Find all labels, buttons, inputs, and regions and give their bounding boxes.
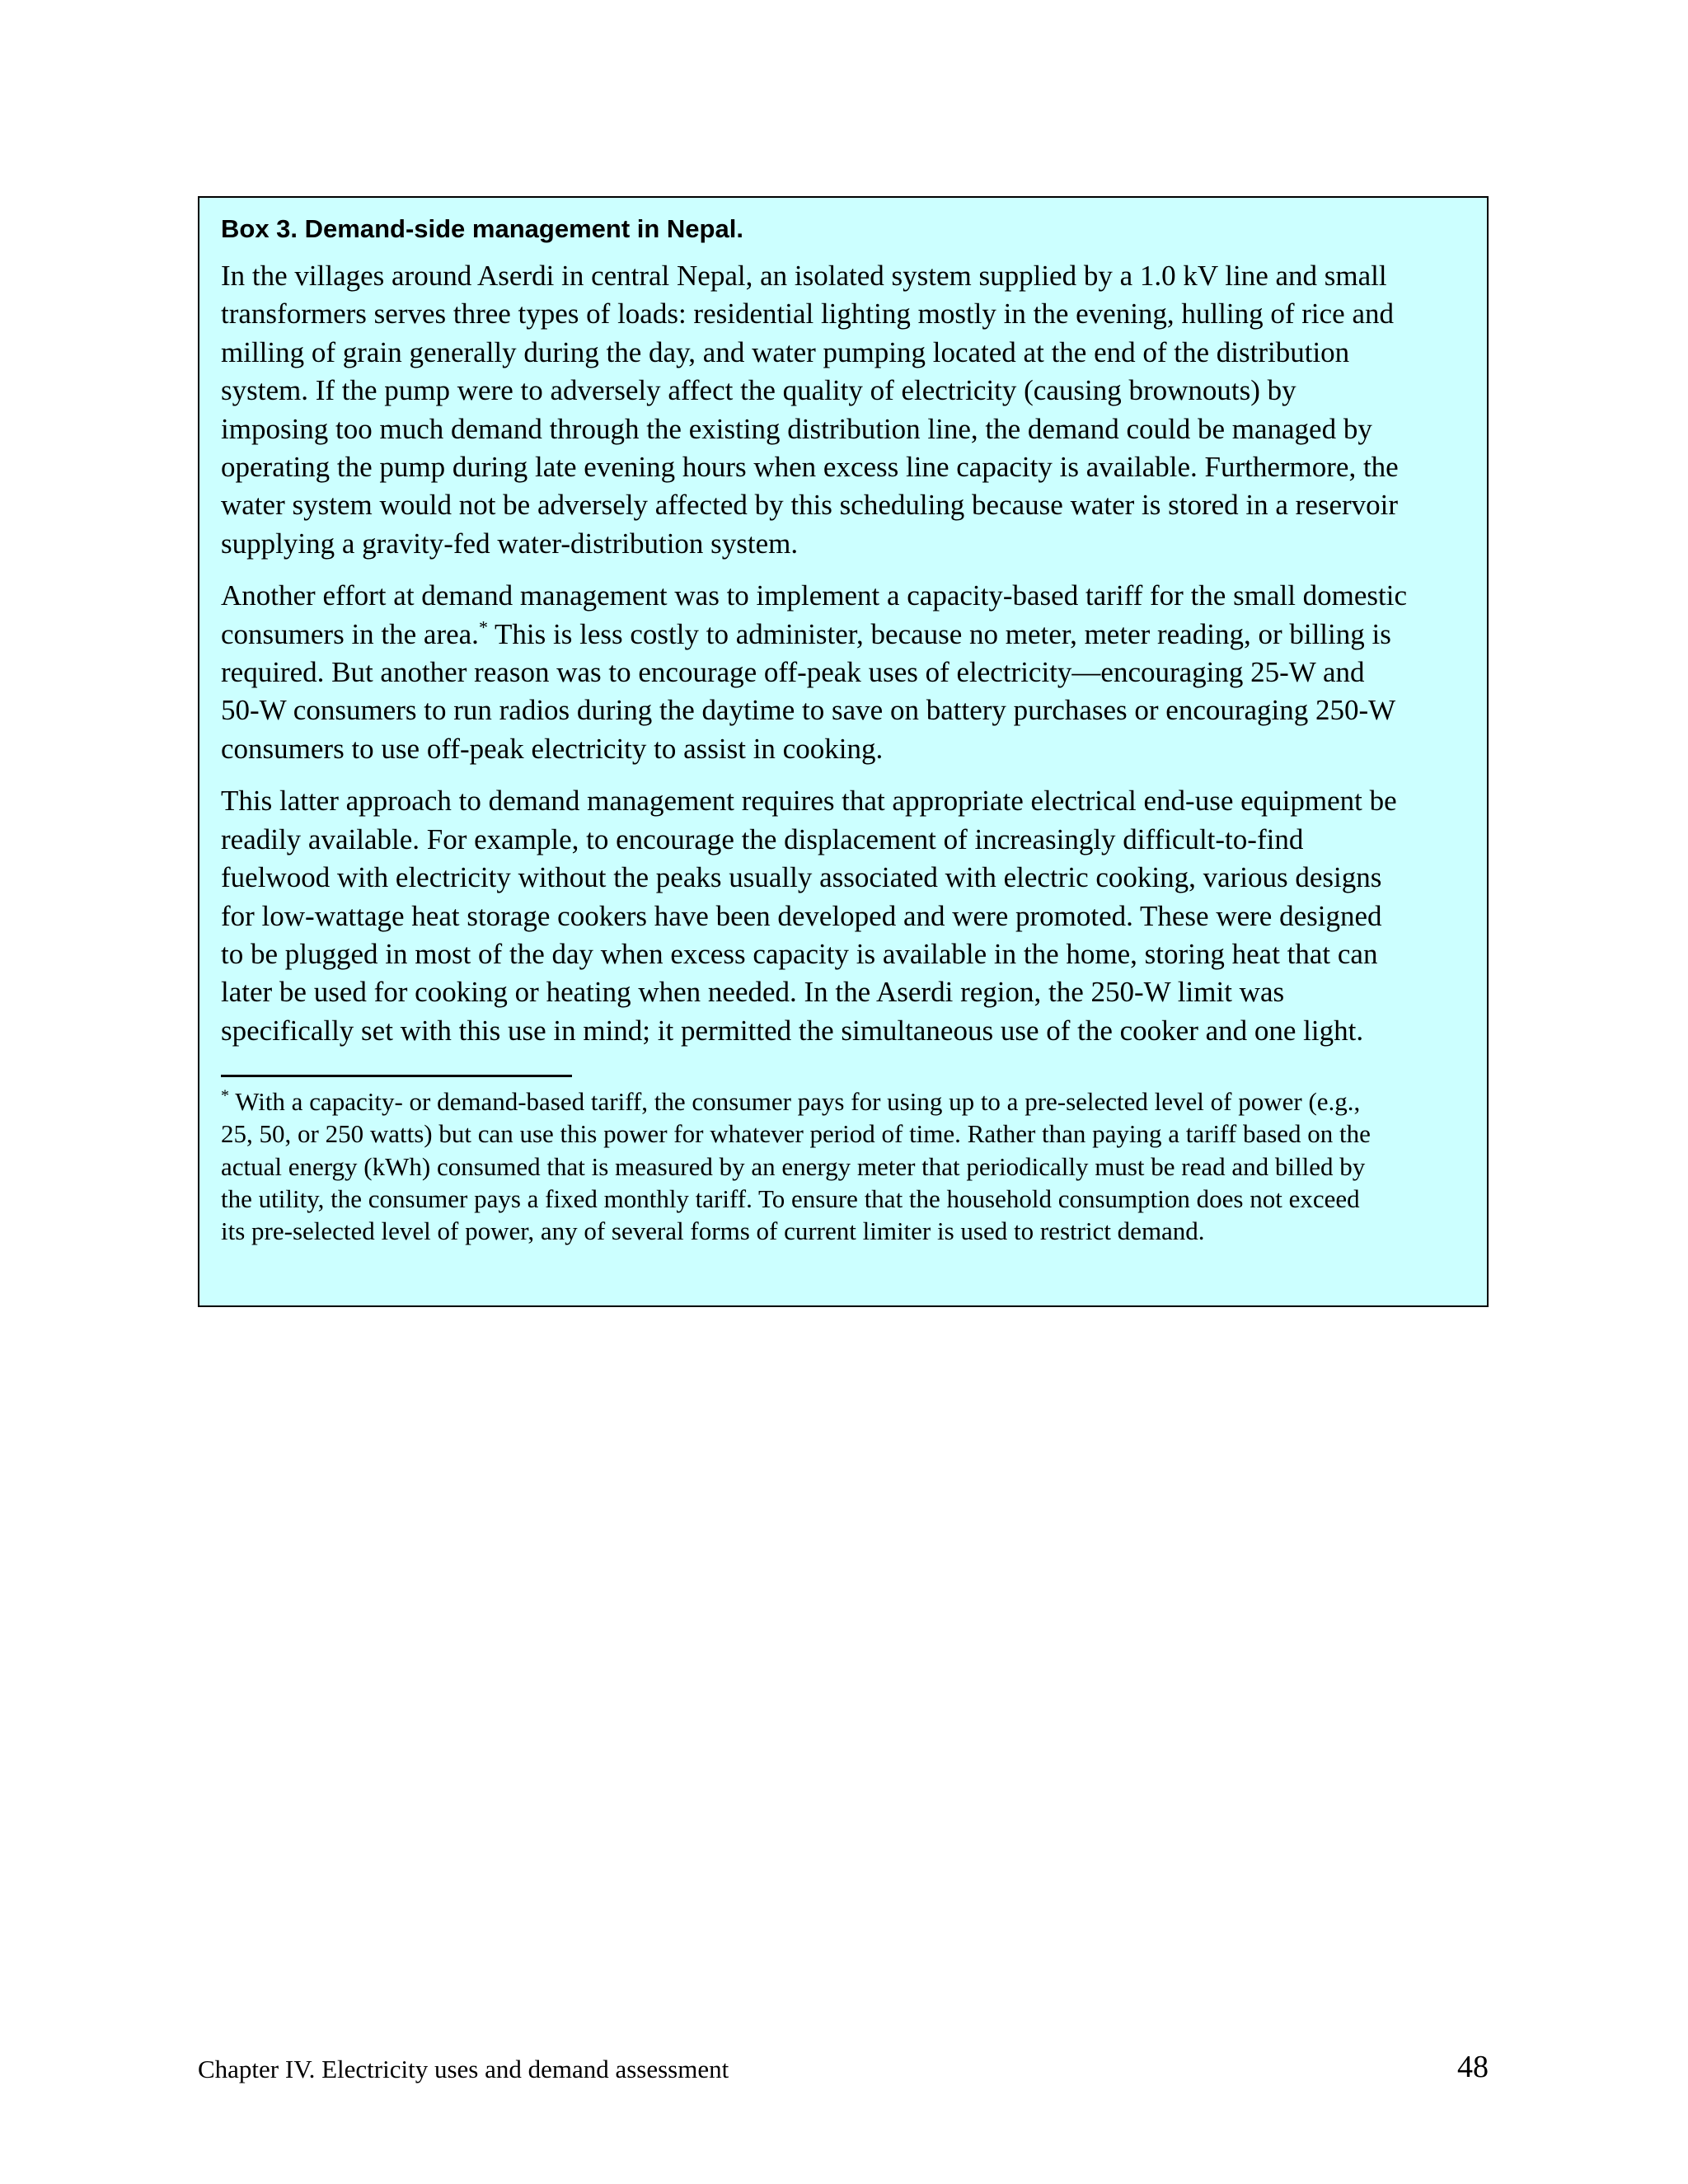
footnote-mark: * — [221, 1086, 229, 1105]
paragraph-2-text-before-ref: Another effort at demand management was to implement a capacity-based tariff for the small domestic consumers in the area. — [221, 579, 1408, 650]
box-paragraph-1: In the villages around Aserdi in central Nepal, an isolated system supplied by a 1.0 kV line and small transformers serves three types of loads: residential lighting mostly in the evening, hulling of rice and milling of grain generally during the day, and water pumping located at the end of the distribution system. If the pump were to adversely affect the quality of electricity (causing brownouts) by imposing too much demand through the existing distribution line, the demand could be managed by operating the pump during late evening hours when excess line capacity is available. Furthermore, the water system would not be adversely affected by this scheduling because water is stored in a reservoir supplying a gravity-fed water-distribution system. — [221, 260, 1399, 560]
box-paragraph-3: This latter approach to demand management requires that appropriate electrical end-use equipment be readily available. For example, to encourage the displacement of increasingly difficult-to-find fuelwood with electricity without the peaks usually associated with electric cooking, various designs for low-wattage heat storage cookers have been developed and were promoted. These were designed to be plugged in most of the day when excess capacity is available in the home, storing heat that can later be used for cooking or heating when needed. In the Aserdi region, the 250-W limit was specifically set with this use in mind; it permitted the simultaneous use of the cooker and one light. — [221, 785, 1397, 1047]
footnote-reference[interactable]: * — [478, 616, 488, 637]
page-footer — [198, 2044, 1489, 2090]
footer-chapter-title: Chapter IV. Electricity uses and demand assessment — [198, 2055, 729, 2083]
box-3-demand-side-management — [198, 196, 1489, 1307]
box-title: Box 3. Demand-side management in Nepal. — [221, 214, 743, 243]
box-paragraph-2 — [221, 577, 1465, 768]
paragraph-2-text-after-ref: This is less costly to administer, because no meter, meter reading, or billing is required. But another reason was to encourage off-peak uses of electricity—encouraging 25-W and 50-W consumers to run radios during the daytime to save on battery purchases or encouraging 250-W consumers to use off-peak electricity to assist in cooking. — [221, 617, 1396, 765]
footnote-text: With a capacity- or demand-based tariff, the consumer pays for using up to a pre-selected level of power (e.g., 25, 50, or 250 watts) but can use this power for whatever period of time. Rather than paying a tariff based on the actual energy (kWh) consumed that is measured by an energy meter that periodically must be read and billed by the utility, the consumer pays a fixed monthly tariff. To ensure that the household consumption does not exceed its pre-selected level of power, any of several forms of current limiter is used to restrict demand. — [221, 1087, 1371, 1245]
footnote-separator — [221, 1075, 572, 1077]
footer-page-number: 48 — [1457, 2050, 1489, 2084]
footnote — [221, 1085, 1465, 1247]
